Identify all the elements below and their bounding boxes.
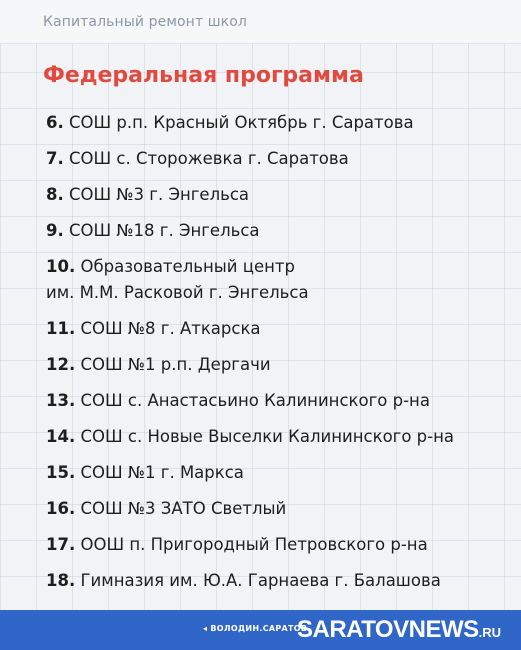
- list-item: [46, 568, 516, 594]
- list-item: [46, 424, 516, 450]
- item-text: СОШ с. Сторожевка г. Саратова: [69, 149, 349, 168]
- item-text: СОШ №3 ЗАТО Светлый: [80, 499, 287, 518]
- item-text: Образовательный центр: [80, 257, 296, 276]
- item-text: СОШ с. Новые Выселки Калининского р-на: [80, 427, 455, 446]
- list-item: [46, 352, 516, 378]
- item-number: 6.: [46, 113, 64, 132]
- header-title: Капитальный ремонт школ: [43, 14, 247, 30]
- school-list: [46, 110, 516, 594]
- item-text-line2: им. М.М. Расковой г. Энгельса: [46, 283, 309, 302]
- list-item: [46, 532, 516, 558]
- item-text: СОШ №1 р.п. Дергачи: [80, 355, 271, 374]
- item-number: 10.: [46, 257, 76, 276]
- item-number: 11.: [46, 319, 76, 338]
- logo-text: SARATOVNEWS: [296, 616, 479, 643]
- item-number: 15.: [46, 463, 76, 482]
- item-number: 7.: [46, 149, 64, 168]
- header-bar: [0, 0, 521, 44]
- list-item: [46, 146, 516, 172]
- list-item: [46, 316, 516, 342]
- list-item: [46, 496, 516, 522]
- saratovnews-logo: [297, 616, 501, 644]
- item-text: Гимназия им. Ю.А. Гарнаева г. Балашова: [80, 571, 441, 590]
- item-text: СОШ №8 г. Аткарска: [80, 319, 261, 338]
- list-item: [46, 254, 516, 306]
- telegram-channel-label[interactable]: ◂ ВОЛОДИН.САРАТОВ: [203, 624, 308, 633]
- item-number: 9.: [46, 221, 64, 240]
- section-title: Федеральная программа: [43, 63, 364, 88]
- list-item: [46, 110, 516, 136]
- item-text: СОШ №18 г. Энгельса: [69, 221, 260, 240]
- footer-bar: [0, 610, 521, 650]
- item-number: 12.: [46, 355, 76, 374]
- logo-suffix: .RU: [478, 625, 501, 640]
- list-item: [46, 388, 516, 414]
- item-text: СОШ №1 г. Маркса: [80, 463, 244, 482]
- item-number: 17.: [46, 535, 76, 554]
- item-text: ООШ п. Пригородный Петровского р-на: [80, 535, 428, 554]
- item-number: 18.: [46, 571, 76, 590]
- item-number: 14.: [46, 427, 76, 446]
- list-item: [46, 182, 516, 208]
- item-text: СОШ №3 г. Энгельса: [69, 185, 250, 204]
- item-text: СОШ с. Анастасьино Калининского р-на: [80, 391, 430, 410]
- item-number: 13.: [46, 391, 76, 410]
- item-text: СОШ р.п. Красный Октябрь г. Саратова: [69, 113, 414, 132]
- list-item: [46, 460, 516, 486]
- list-item: [46, 218, 516, 244]
- item-number: 16.: [46, 499, 76, 518]
- item-number: 8.: [46, 185, 64, 204]
